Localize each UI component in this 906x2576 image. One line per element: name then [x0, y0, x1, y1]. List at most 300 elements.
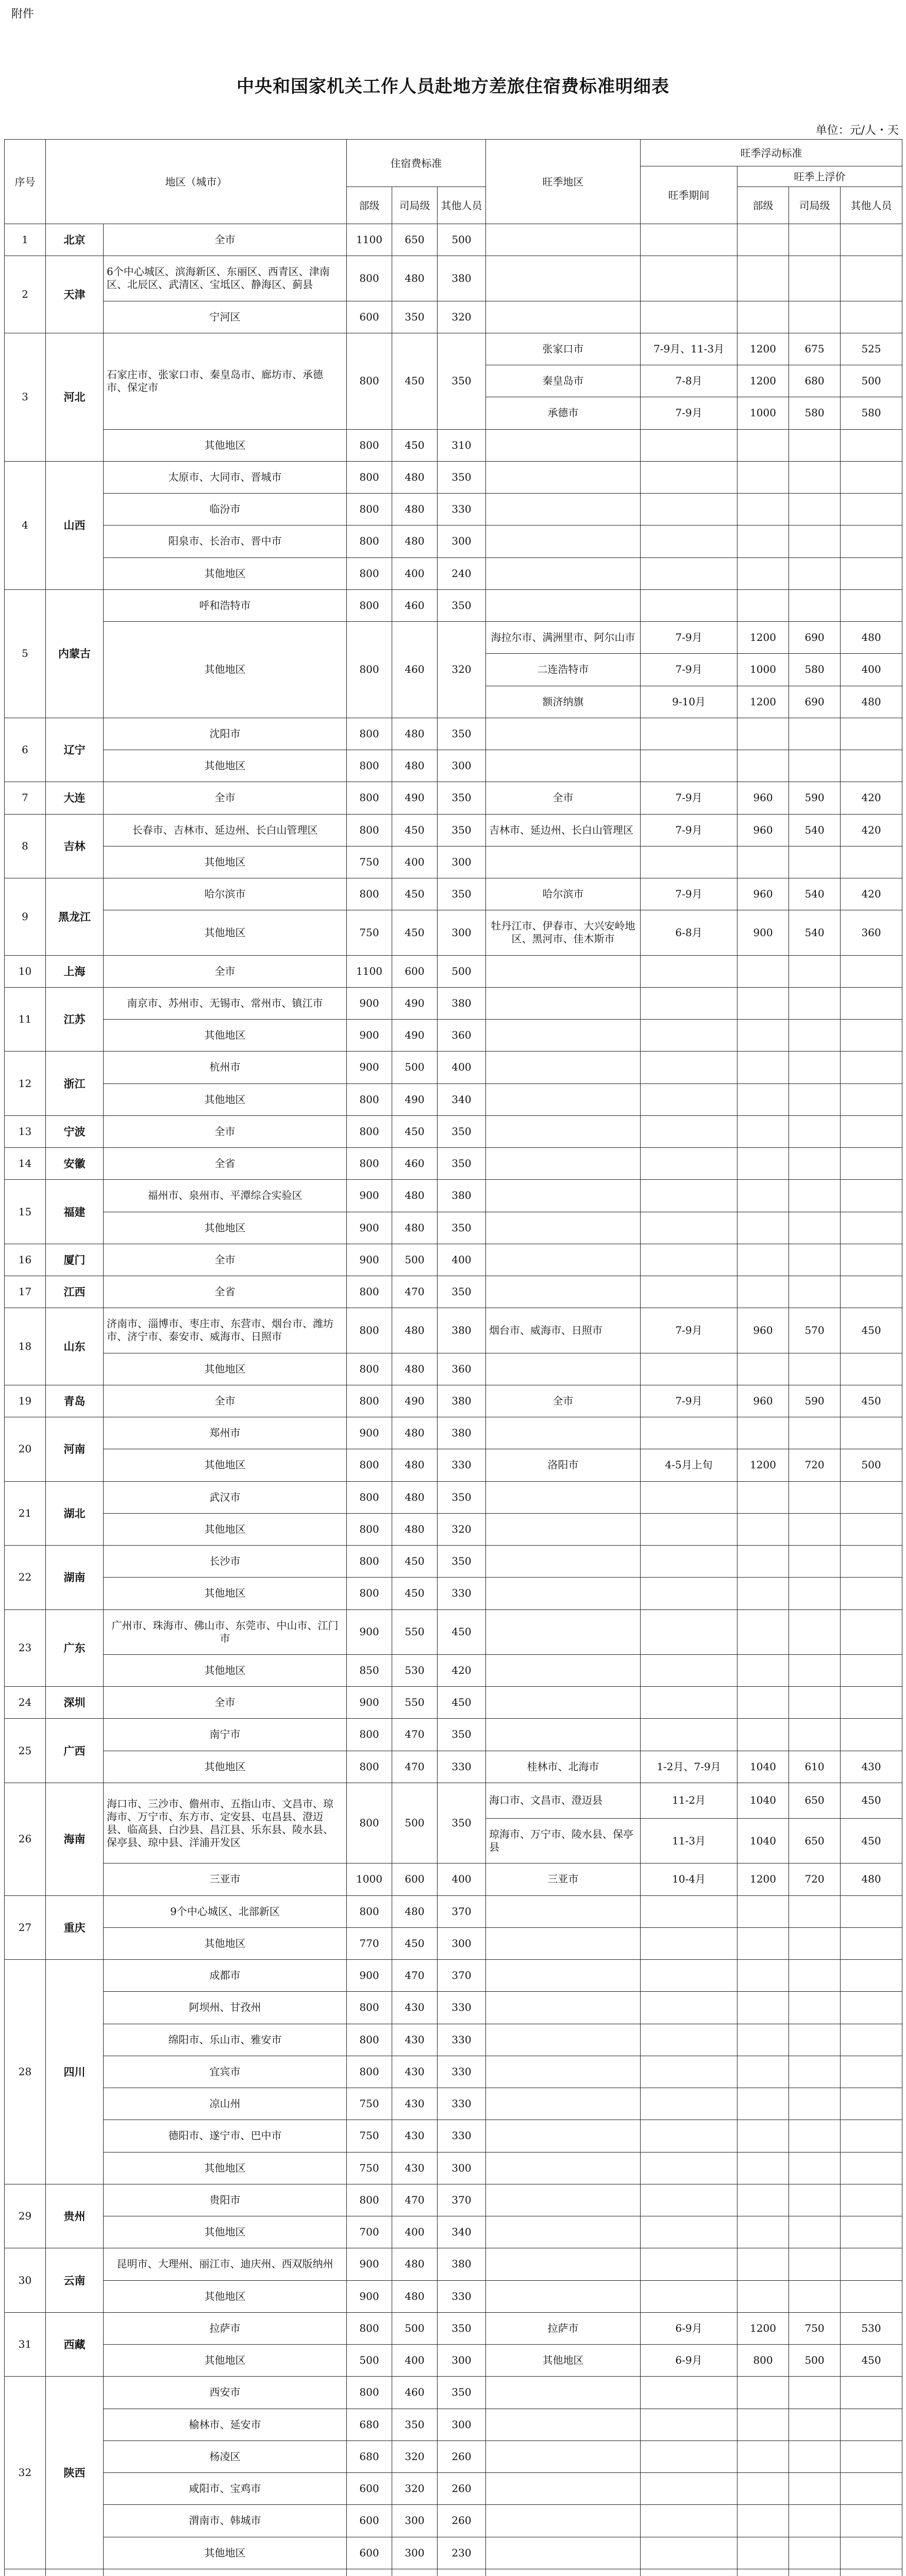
- peak-upper-bu: [737, 2377, 789, 2409]
- row-seq: 29: [5, 2184, 46, 2248]
- row-standard-o: 360: [438, 1020, 486, 1052]
- peak-upper-si: [789, 2377, 841, 2409]
- table-row: [5, 814, 902, 846]
- peak-upper-bu: [737, 2216, 789, 2248]
- row-standard-o: 330: [438, 2056, 486, 2088]
- table-row: [5, 1020, 902, 1052]
- peak-upper-si: 570: [789, 1308, 841, 1353]
- row-area: 全省: [104, 1276, 347, 1308]
- table-header: [5, 140, 902, 224]
- peak-upper-si: [789, 589, 841, 621]
- row-standard-b: 750: [347, 2120, 392, 2152]
- row-area: 宁河区: [104, 301, 347, 333]
- peak-upper-si: [789, 955, 841, 987]
- peak-upper-bu: [737, 1546, 789, 1578]
- row-standard-s: 480: [392, 1481, 438, 1513]
- row-area: 其他地区: [104, 1751, 347, 1783]
- peak-upper-si: [789, 494, 841, 526]
- peak-upper-other: [841, 750, 902, 782]
- row-standard-b: 600: [347, 2537, 392, 2569]
- peak-period: [641, 1481, 737, 1513]
- row-standard-s: 480: [392, 526, 438, 557]
- row-area: 全市: [104, 1244, 347, 1276]
- row-standard-b: 800: [347, 1751, 392, 1783]
- peak-period: [641, 1052, 737, 1083]
- row-province: 湖北: [46, 1481, 104, 1546]
- table-row: [5, 2248, 902, 2280]
- peak-region: [486, 1654, 641, 1686]
- peak-region: 二连浩特市: [486, 654, 641, 686]
- row-standard-o: 300: [438, 1927, 486, 1959]
- peak-period: [641, 2120, 737, 2152]
- peak-period: [641, 1719, 737, 1751]
- row-standard-s: 460: [392, 622, 438, 718]
- row-standard-s: 480: [392, 494, 438, 526]
- peak-upper-bu: [737, 2120, 789, 2152]
- peak-upper-bu: 1200: [737, 365, 789, 397]
- peak-region: [486, 1276, 641, 1308]
- peak-upper-bu: [737, 2056, 789, 2088]
- peak-upper-si: [789, 2120, 841, 2152]
- table-row: [5, 1783, 902, 1818]
- peak-region: 拉萨市: [486, 2312, 641, 2344]
- peak-region: [486, 429, 641, 461]
- row-standard-o: 330: [438, 1449, 486, 1481]
- row-standard-s: 450: [392, 1115, 438, 1147]
- row-standard-o: 340: [438, 1083, 486, 1115]
- peak-region: 桂林市、北海市: [486, 1751, 641, 1783]
- row-standard-s: 400: [392, 557, 438, 589]
- peak-upper-other: [841, 987, 902, 1019]
- row-standard-s: 550: [392, 1609, 438, 1654]
- row-area: 杭州市: [104, 1052, 347, 1083]
- peak-period: [641, 1895, 737, 1927]
- peak-upper-si: [789, 2248, 841, 2280]
- peak-region: [486, 1609, 641, 1654]
- peak-upper-bu: [737, 2505, 789, 2537]
- row-area: 渭南市、韩城市: [104, 2505, 347, 2537]
- peak-upper-si: [789, 2184, 841, 2216]
- header-peak-period: 旺季期间: [641, 166, 737, 224]
- row-standard-s: 300: [392, 2505, 438, 2537]
- peak-period: [641, 1180, 737, 1212]
- peak-upper-bu: [737, 2537, 789, 2569]
- row-standard-o: 450: [438, 1687, 486, 1719]
- row-province: 河南: [46, 1417, 104, 1482]
- peak-period: [641, 1244, 737, 1276]
- peak-period: [641, 1992, 737, 2024]
- row-standard-o: 350: [438, 878, 486, 910]
- peak-upper-bu: [737, 1609, 789, 1654]
- row-standard-s: 480: [392, 461, 438, 493]
- peak-upper-si: [789, 1960, 841, 1992]
- row-standard-s: 400: [392, 2216, 438, 2248]
- peak-upper-bu: 1040: [737, 1783, 789, 1818]
- table-row: [5, 301, 902, 333]
- peak-period: [641, 1276, 737, 1308]
- peak-upper-bu: 1200: [737, 333, 789, 365]
- row-standard-s: 480: [392, 256, 438, 301]
- row-area: 全市: [104, 1687, 347, 1719]
- peak-upper-other: [841, 2377, 902, 2409]
- row-standard-s: 480: [392, 2280, 438, 2312]
- row-seq: 6: [5, 718, 46, 782]
- table-row: [5, 589, 902, 621]
- header-seq: 序号: [5, 140, 46, 224]
- peak-upper-bu: [737, 1115, 789, 1147]
- row-area: 郑州市: [104, 1417, 347, 1449]
- peak-region: [486, 589, 641, 621]
- peak-upper-bu: [737, 750, 789, 782]
- peak-upper-si: [789, 1578, 841, 1609]
- row-area: 三亚市: [104, 1863, 347, 1895]
- peak-upper-bu: [737, 256, 789, 301]
- row-area: 其他地区: [104, 2216, 347, 2248]
- row-seq: 23: [5, 1609, 46, 1687]
- row-standard-s: 300: [392, 2537, 438, 2569]
- row-province: 四川: [46, 1960, 104, 2184]
- row-area: 武汉市: [104, 1481, 347, 1513]
- row-standard-s: 490: [392, 1020, 438, 1052]
- row-standard-s: 500: [392, 2312, 438, 2344]
- peak-upper-other: [841, 1212, 902, 1244]
- row-standard-s: 320: [392, 2441, 438, 2472]
- peak-upper-other: [841, 494, 902, 526]
- peak-period: 1-2月、7-9月: [641, 1751, 737, 1783]
- row-area: 阳泉市、长治市、晋中市: [104, 526, 347, 557]
- peak-period: [641, 2409, 737, 2441]
- table-row: [5, 2537, 902, 2569]
- row-standard-s: 450: [392, 429, 438, 461]
- row-standard-b: 800: [347, 1276, 392, 1308]
- peak-upper-si: [789, 1115, 841, 1147]
- row-seq: [5, 2569, 46, 2576]
- peak-upper-si: [789, 987, 841, 1019]
- row-area: [104, 2569, 347, 2576]
- peak-upper-si: [789, 2088, 841, 2120]
- peak-upper-si: 675: [789, 333, 841, 365]
- peak-region: [486, 2120, 641, 2152]
- peak-period: 6-9月: [641, 2345, 737, 2377]
- table-body: [5, 224, 902, 2576]
- peak-upper-other: 420: [841, 814, 902, 846]
- row-standard-b: 900: [347, 2248, 392, 2280]
- peak-period: [641, 1654, 737, 1686]
- table-row: [5, 224, 902, 256]
- peak-upper-si: 610: [789, 1751, 841, 1783]
- row-standard-o: 350: [438, 1276, 486, 1308]
- peak-region: [486, 1212, 641, 1244]
- peak-upper-bu: 1200: [737, 1863, 789, 1895]
- peak-upper-si: [789, 224, 841, 256]
- document-title: 中央和国家机关工作人员赴地方差旅住宿费标准明细表: [237, 76, 669, 97]
- row-area: 海口市、三沙市、儋州市、五指山市、文昌市、琼海市、万宁市、东方市、定安县、屯昌县、澄迈县、临高县、白沙县、昌江县、乐东县、陵水县、保亭县、琼中县、洋浦开发区: [104, 1783, 347, 1863]
- row-area: 6个中心城区、滨海新区、东丽区、西青区、津南区、北辰区、武清区、宝坻区、静海区、蓟县: [104, 256, 347, 301]
- row-standard-b: 800: [347, 2184, 392, 2216]
- peak-period: 6-9月: [641, 2312, 737, 2344]
- peak-region: [486, 2184, 641, 2216]
- row-standard-o: 320: [438, 1513, 486, 1545]
- peak-period: [641, 1927, 737, 1959]
- peak-region: 全市: [486, 782, 641, 814]
- row-area: 广州市、珠海市、佛山市、东莞市、中山市、江门市: [104, 1609, 347, 1654]
- peak-upper-other: [841, 1927, 902, 1959]
- peak-upper-bu: [737, 2473, 789, 2505]
- peak-upper-bu: 960: [737, 782, 789, 814]
- row-area: 其他地区: [104, 1654, 347, 1686]
- peak-upper-si: [789, 1244, 841, 1276]
- peak-period: [641, 429, 737, 461]
- peak-upper-bu: [737, 1992, 789, 2024]
- peak-upper-bu: [737, 2152, 789, 2184]
- peak-upper-other: [841, 2152, 902, 2184]
- row-standard-b: 800: [347, 1115, 392, 1147]
- peak-upper-si: [789, 1353, 841, 1385]
- peak-upper-bu: [737, 557, 789, 589]
- table-row: [5, 333, 902, 365]
- row-standard-o: 350: [438, 2377, 486, 2409]
- peak-upper-bu: [737, 301, 789, 333]
- row-standard-s: 460: [392, 2377, 438, 2409]
- peak-upper-other: 480: [841, 686, 902, 718]
- row-province: 福建: [46, 1180, 104, 1244]
- row-standard-o: 330: [438, 2280, 486, 2312]
- row-standard-s: 450: [392, 878, 438, 910]
- peak-upper-si: [789, 1180, 841, 1212]
- row-area: 其他地区: [104, 1353, 347, 1385]
- peak-period: 7-9月、11-3月: [641, 333, 737, 365]
- table-row: [5, 1751, 902, 1783]
- row-standard-b: 680: [347, 2409, 392, 2441]
- peak-upper-si: 650: [789, 1819, 841, 1863]
- row-standard-o: 310: [438, 429, 486, 461]
- row-area: 凉山州: [104, 2088, 347, 2120]
- peak-upper-si: [789, 2024, 841, 2056]
- peak-region: [486, 2409, 641, 2441]
- row-area: 全市: [104, 782, 347, 814]
- row-standard-o: 260: [438, 2505, 486, 2537]
- peak-upper-other: 500: [841, 1449, 902, 1481]
- peak-upper-bu: [737, 1960, 789, 1992]
- peak-period: [641, 526, 737, 557]
- peak-upper-bu: [737, 2409, 789, 2441]
- row-province: 厦门: [46, 1244, 104, 1276]
- table-row: [5, 2088, 902, 2120]
- row-area: 全市: [104, 1115, 347, 1147]
- header-up-si: 司局级: [789, 187, 841, 224]
- row-province: 重庆: [46, 1895, 104, 1960]
- peak-region: [486, 2377, 641, 2409]
- row-province: 陕西: [46, 2377, 104, 2569]
- row-standard-b: 800: [347, 1481, 392, 1513]
- row-standard-o: 260: [438, 2473, 486, 2505]
- table-row: [5, 878, 902, 910]
- row-seq: 8: [5, 814, 46, 878]
- row-standard-o: 230: [438, 2537, 486, 2569]
- peak-upper-si: 590: [789, 1385, 841, 1417]
- row-standard-s: 470: [392, 1751, 438, 1783]
- peak-upper-other: 500: [841, 365, 902, 397]
- header-si: 司局级: [392, 187, 438, 224]
- peak-upper-other: [841, 1578, 902, 1609]
- peak-upper-other: [841, 1654, 902, 1686]
- row-area: 全市: [104, 224, 347, 256]
- peak-upper-bu: [737, 846, 789, 878]
- header-up-other: 其他人员: [841, 187, 902, 224]
- row-standard-b: 800: [347, 1449, 392, 1481]
- row-seq: 26: [5, 1783, 46, 1895]
- peak-region: 琼海市、万宁市、陵水县、保亭县: [486, 1819, 641, 1863]
- row-standard-o: 500: [438, 224, 486, 256]
- peak-region: [486, 1244, 641, 1276]
- row-seq: 22: [5, 1546, 46, 1610]
- peak-upper-other: [841, 2505, 902, 2537]
- table-row: [5, 526, 902, 557]
- peak-region: [486, 2216, 641, 2248]
- row-standard-s: 460: [392, 1148, 438, 1180]
- peak-upper-si: [789, 2537, 841, 2569]
- row-standard-b: 750: [347, 910, 392, 955]
- row-standard-s: 600: [392, 1863, 438, 1895]
- row-area: 石家庄市、张家口市、秦皇岛市、廊坊市、承德市、保定市: [104, 333, 347, 429]
- row-standard-o: 380: [438, 1385, 486, 1417]
- row-standard-b: 800: [347, 1513, 392, 1545]
- row-standard-b: 700: [347, 2216, 392, 2248]
- row-standard-b: 850: [347, 1654, 392, 1686]
- row-standard-b: 900: [347, 1180, 392, 1212]
- peak-upper-bu: [737, 461, 789, 493]
- row-province: 西藏: [46, 2312, 104, 2377]
- row-standard-o: 450: [438, 1609, 486, 1654]
- row-standard-s: 480: [392, 718, 438, 750]
- row-standard-o: 370: [438, 2184, 486, 2216]
- row-standard-s: 490: [392, 1083, 438, 1115]
- peak-upper-si: [789, 1992, 841, 2024]
- row-standard-b: 900: [347, 1417, 392, 1449]
- peak-upper-other: [841, 846, 902, 878]
- row-province: 广西: [46, 1719, 104, 1783]
- row-standard-o: 380: [438, 1417, 486, 1449]
- row-standard-o: 300: [438, 2152, 486, 2184]
- peak-period: [641, 557, 737, 589]
- row-standard-b: 800: [347, 814, 392, 846]
- row-area: 太原市、大同市、晋城市: [104, 461, 347, 493]
- row-standard-b: 900: [347, 1052, 392, 1083]
- peak-upper-bu: 1040: [737, 1819, 789, 1863]
- row-standard-s: 500: [392, 1783, 438, 1863]
- table-row: [5, 1992, 902, 2024]
- table-row: [5, 2152, 902, 2184]
- peak-region: [486, 2441, 641, 2472]
- table-row: [5, 1960, 902, 1992]
- row-standard-o: 500: [438, 955, 486, 987]
- peak-upper-si: 680: [789, 365, 841, 397]
- peak-region: [486, 1020, 641, 1052]
- peak-upper-si: [789, 2216, 841, 2248]
- row-area: 阿坝州、甘孜州: [104, 1992, 347, 2024]
- row-standard-s: 490: [392, 782, 438, 814]
- peak-period: [641, 1148, 737, 1180]
- row-standard-s: 480: [392, 1449, 438, 1481]
- peak-region: [486, 1148, 641, 1180]
- row-province: 江苏: [46, 987, 104, 1052]
- table-row: [5, 1927, 902, 1959]
- table-row: [5, 2569, 902, 2576]
- row-standard-s: 470: [392, 2184, 438, 2216]
- peak-upper-other: [841, 2441, 902, 2472]
- peak-upper-bu: [737, 1578, 789, 1609]
- table-row: [5, 494, 902, 526]
- row-standard-b: 800: [347, 557, 392, 589]
- table-row: [5, 1481, 902, 1513]
- row-standard-o: 330: [438, 2088, 486, 2120]
- row-standard-o: 340: [438, 2216, 486, 2248]
- peak-region: 全市: [486, 1385, 641, 1417]
- peak-region: [486, 1417, 641, 1449]
- peak-upper-si: 540: [789, 878, 841, 910]
- row-seq: 28: [5, 1960, 46, 2184]
- row-standard-o: 300: [438, 910, 486, 955]
- peak-region: 吉林市、延边州、长白山管理区: [486, 814, 641, 846]
- peak-upper-si: [789, 1895, 841, 1927]
- peak-period: [641, 1083, 737, 1115]
- peak-period: [641, 2569, 737, 2576]
- row-standard-b: 800: [347, 1353, 392, 1385]
- peak-upper-other: [841, 2537, 902, 2569]
- peak-period: [641, 2056, 737, 2088]
- table-row: [5, 1385, 902, 1417]
- table-row: [5, 1895, 902, 1927]
- row-seq: 20: [5, 1417, 46, 1482]
- peak-upper-si: 690: [789, 686, 841, 718]
- peak-upper-bu: 960: [737, 878, 789, 910]
- row-standard-b: 900: [347, 1609, 392, 1654]
- row-area: 呼和浩特市: [104, 589, 347, 621]
- attachment-label: 附件: [11, 8, 35, 21]
- row-standard-o: 380: [438, 1308, 486, 1353]
- row-standard-s: 480: [392, 2248, 438, 2280]
- peak-upper-si: [789, 1276, 841, 1308]
- row-area: 全市: [104, 1385, 347, 1417]
- row-standard-s: 430: [392, 1992, 438, 2024]
- peak-upper-bu: [737, 2441, 789, 2472]
- row-standard-o: [438, 2569, 486, 2576]
- table-row: [5, 2409, 902, 2441]
- peak-upper-bu: [737, 955, 789, 987]
- row-area: 临汾市: [104, 494, 347, 526]
- peak-region: [486, 1353, 641, 1385]
- row-standard-b: 900: [347, 2280, 392, 2312]
- row-standard-b: 800: [347, 1385, 392, 1417]
- row-area: 哈尔滨市: [104, 878, 347, 910]
- peak-upper-other: [841, 2248, 902, 2280]
- row-seq: 30: [5, 2248, 46, 2313]
- row-standard-s: 600: [392, 955, 438, 987]
- row-standard-s: 350: [392, 301, 438, 333]
- row-standard-o: 350: [438, 814, 486, 846]
- peak-upper-other: [841, 2473, 902, 2505]
- peak-upper-si: [789, 1052, 841, 1083]
- peak-region: 海拉尔市、满洲里市、阿尔山市: [486, 622, 641, 654]
- row-standard-s: 430: [392, 2024, 438, 2056]
- peak-upper-si: [789, 557, 841, 589]
- row-standard-s: 480: [392, 1308, 438, 1353]
- row-seq: 10: [5, 955, 46, 987]
- row-seq: 11: [5, 987, 46, 1052]
- row-area: 拉萨市: [104, 2312, 347, 2344]
- row-standard-s: 480: [392, 1895, 438, 1927]
- row-area: 南宁市: [104, 1719, 347, 1751]
